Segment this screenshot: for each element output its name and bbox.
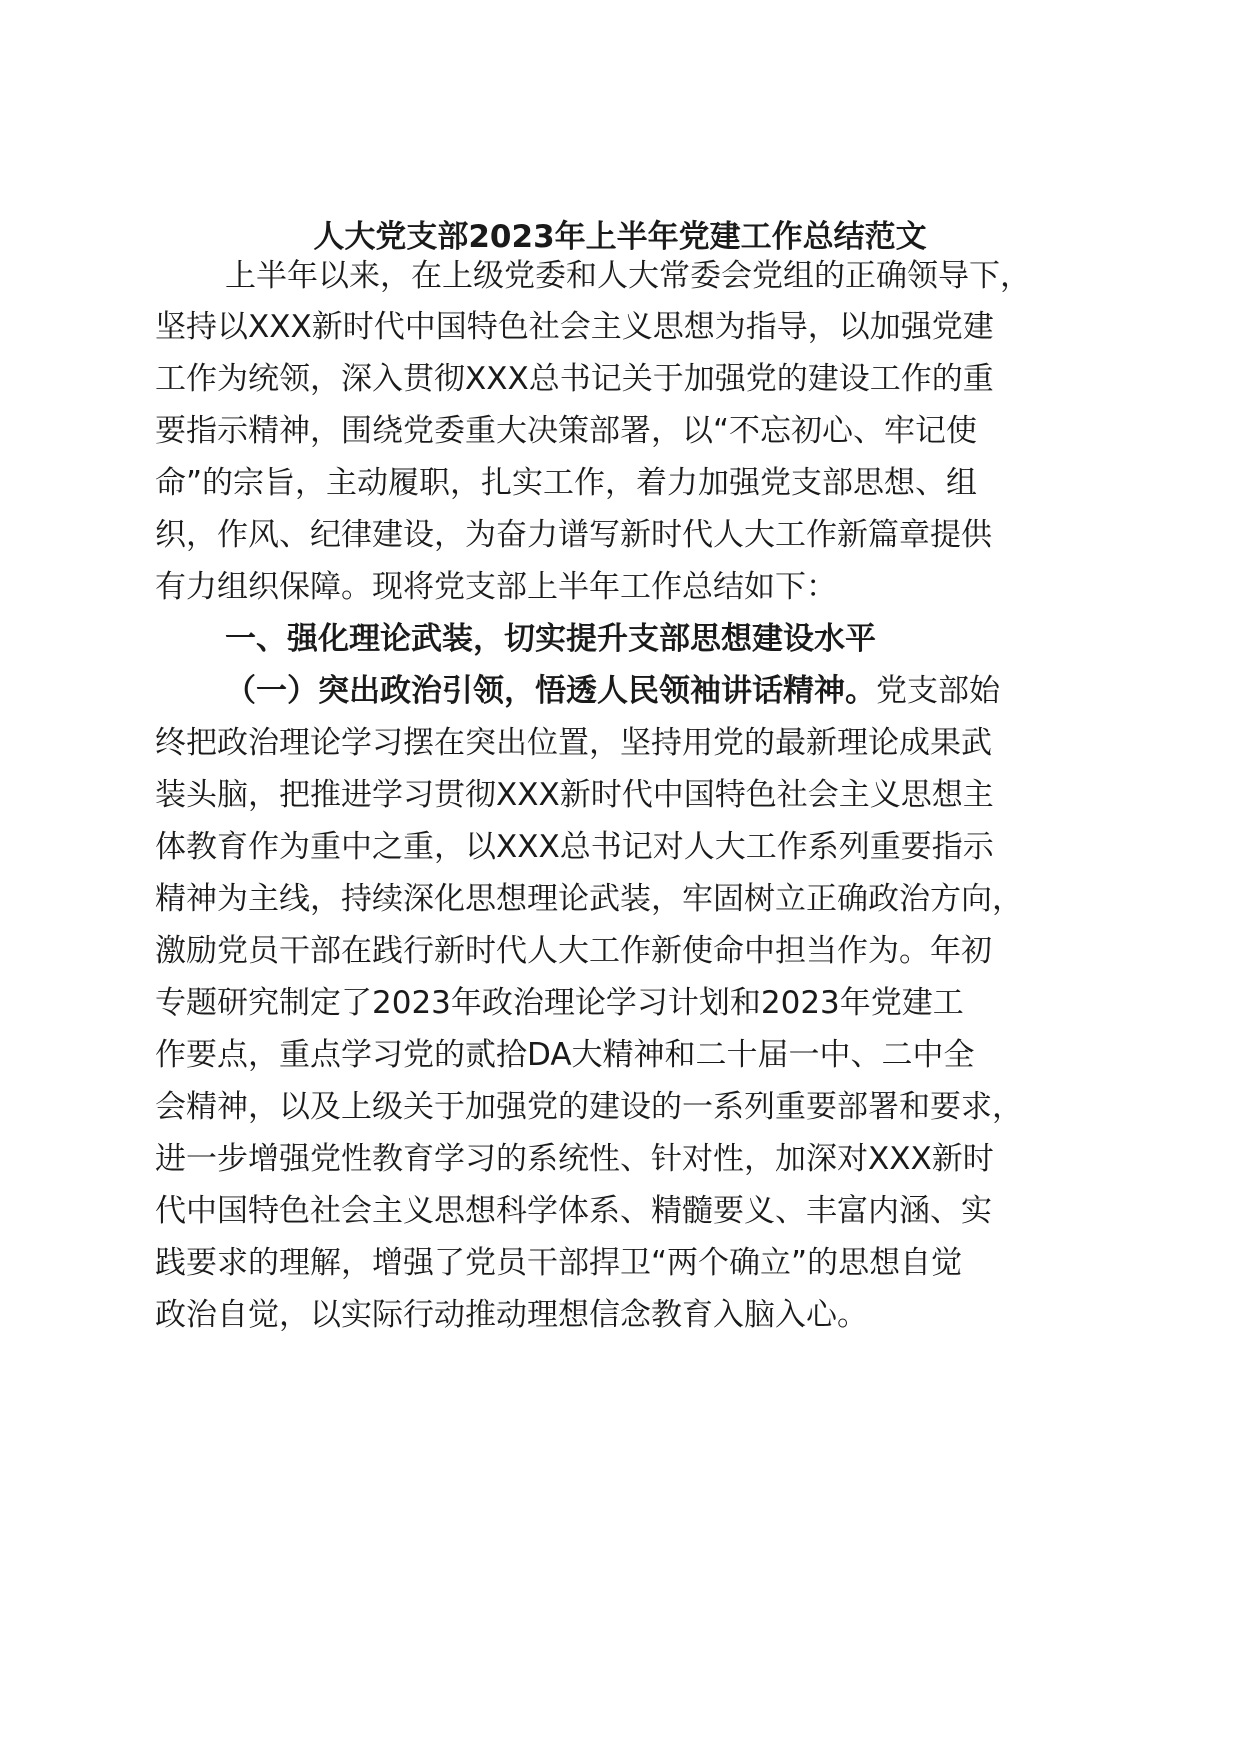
intro-line: 命”的宗旨，主动履职，扎实工作，着力加强党支部思想、组 xyxy=(155,465,978,501)
intro-line: 织，作风、纪律建设，为奋力谱写新时代人大工作新篇章提供 xyxy=(155,517,992,553)
body-line: 践要求的理解，增强了党员干部捍卫“两个确立”的思想自觉 xyxy=(155,1245,963,1281)
intro-line: 坚持以XXX新时代中国特色社会主义思想为指导，以加强党建 xyxy=(155,309,994,345)
body-line: 激励党员干部在践行新时代人大工作新使命中担当作为。年初 xyxy=(155,933,992,969)
body-line: 终把政治理论学习摆在突出位置，坚持用党的最新理论成果武 xyxy=(155,725,992,761)
intro-line: 要指示精神，围绕党委重大决策部署，以“不忘初心、牢记使 xyxy=(155,413,978,449)
body-line: 政治自觉，以实际行动推动理想信念教育入脑入心。 xyxy=(155,1297,868,1333)
body-line: 进一步增强党性教育学习的系统性、针对性，加深对XXX新时 xyxy=(155,1141,994,1177)
body-line: 专题研究制定了2023年政治理论学习计划和2023年党建工 xyxy=(155,985,964,1021)
body-line: 代中国特色社会主义思想科学体系、精髓要义、丰富内涵、实 xyxy=(155,1193,992,1229)
document-title: 人大党支部2023年上半年党建工作总结范文 xyxy=(313,219,927,255)
body-line: 会精神，以及上级关于加强党的建设的一系列重要部署和要求， xyxy=(155,1089,1023,1125)
body-line: 装头脑，把推进学习贯彻XXX新时代中国特色社会主义思想主 xyxy=(155,777,994,813)
body-line: 精神为主线，持续深化思想理论武装，牢固树立正确政治方向， xyxy=(155,881,1023,917)
body-line: 作要点，重点学习党的贰拾DA大精神和二十届一中、二中全 xyxy=(155,1037,975,1073)
intro-line: 上半年以来，在上级党委和人大常委会党组的正确领导下， xyxy=(225,258,1031,294)
section-heading: 一、强化理论武装，切实提升支部思想建设水平 xyxy=(225,621,876,657)
intro-line: 有力组织保障。现将党支部上半年工作总结如下： xyxy=(155,569,837,605)
intro-line: 工作为统领，深入贯彻XXX总书记关于加强党的建设工作的重 xyxy=(155,361,994,397)
subsection-first-line xyxy=(225,668,1095,714)
subsection-heading: （一）突出政治引领，悟透人民领袖讲话精神。 xyxy=(225,673,876,709)
body-line: 体教育作为重中之重，以XXX总书记对人大工作系列重要指示 xyxy=(155,829,994,865)
subsection-text: 党支部始 xyxy=(876,673,1000,709)
